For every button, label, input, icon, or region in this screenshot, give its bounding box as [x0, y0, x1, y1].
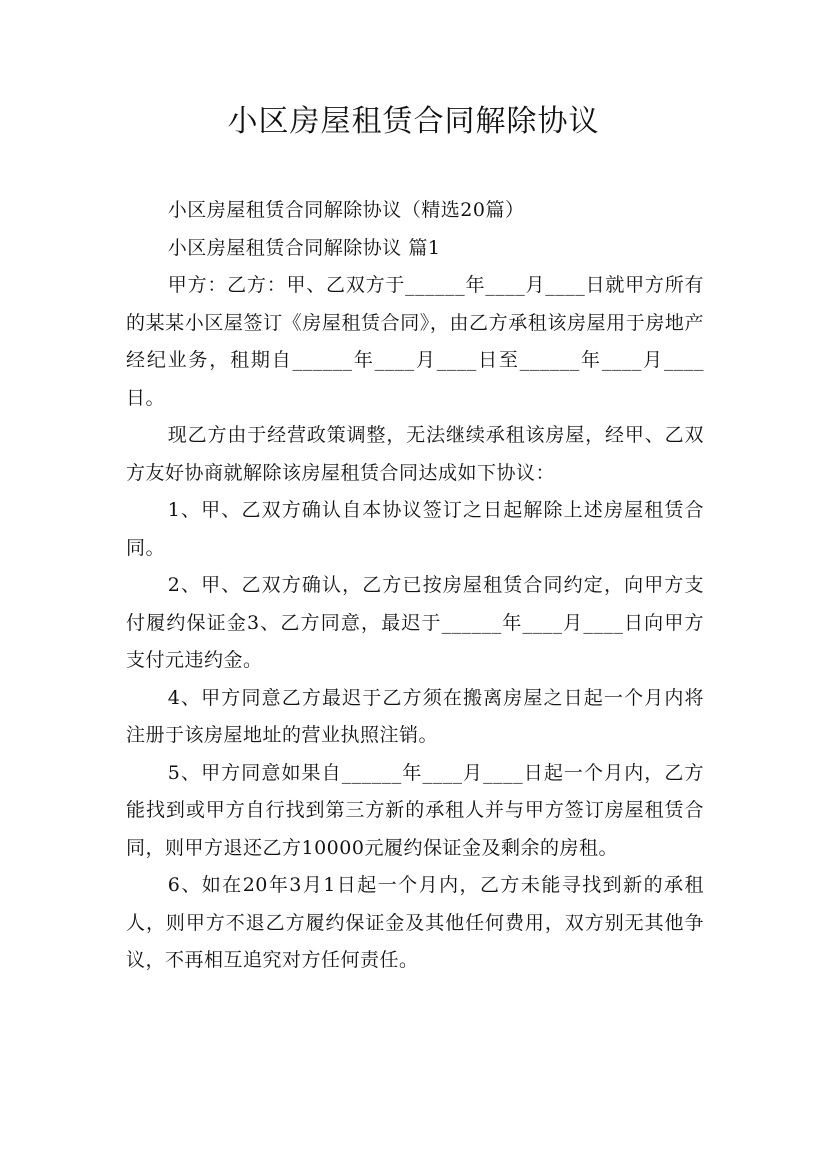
parties-paragraph: 甲方：乙方：甲、乙双方于______年____月____日就甲方所有的某某小区屋签订《房屋租赁合同》，由乙方承租该房屋用于房地产经纪业务，租期自______年____月____日至______年____月____日。	[126, 274, 704, 409]
subtitle-paragraph: 小区房屋租赁合同解除协议（精选20篇）	[167, 199, 525, 221]
section-heading-paragraph: 小区房屋租赁合同解除协议 篇1	[167, 236, 441, 259]
clause-2-paragraph: 2、甲、乙双方确认，乙方已按房屋租赁合同约定，向甲方支付履约保证金3、乙方同意，最迟于______年____月____日向甲方支付元违约金。	[126, 574, 704, 671]
document-title: 小区房屋租赁合同解除协议	[227, 104, 600, 139]
clause-1-paragraph: 1、甲、乙双方确认自本协议签订之日起解除上述房屋租赁合同。	[126, 499, 704, 559]
reason-paragraph: 现乙方由于经营政策调整，无法继续承租该房屋，经甲、乙双方友好协商就解除该房屋租赁合同达成如下协议：	[126, 424, 704, 484]
document-body	[126, 192, 704, 980]
clause-5-paragraph: 5、甲方同意如果自______年____月____日起一个月内，乙方能找到或甲方自行找到第三方新的承租人并与甲方签订房屋租赁合同，则甲方退还乙方10000元履约保证金及剩余的房租。	[126, 761, 704, 859]
clause-6-paragraph: 6、如在20年3月1日起一个月内，乙方未能寻找到新的承租人，则甲方不退乙方履约保证金及其他任何费用，双方别无其他争议，不再相互追究对方任何责任。	[126, 874, 704, 971]
clause-4-paragraph: 4、甲方同意乙方最迟于乙方须在搬离房屋之日起一个月内将注册于该房屋地址的营业执照注销。	[126, 686, 704, 746]
